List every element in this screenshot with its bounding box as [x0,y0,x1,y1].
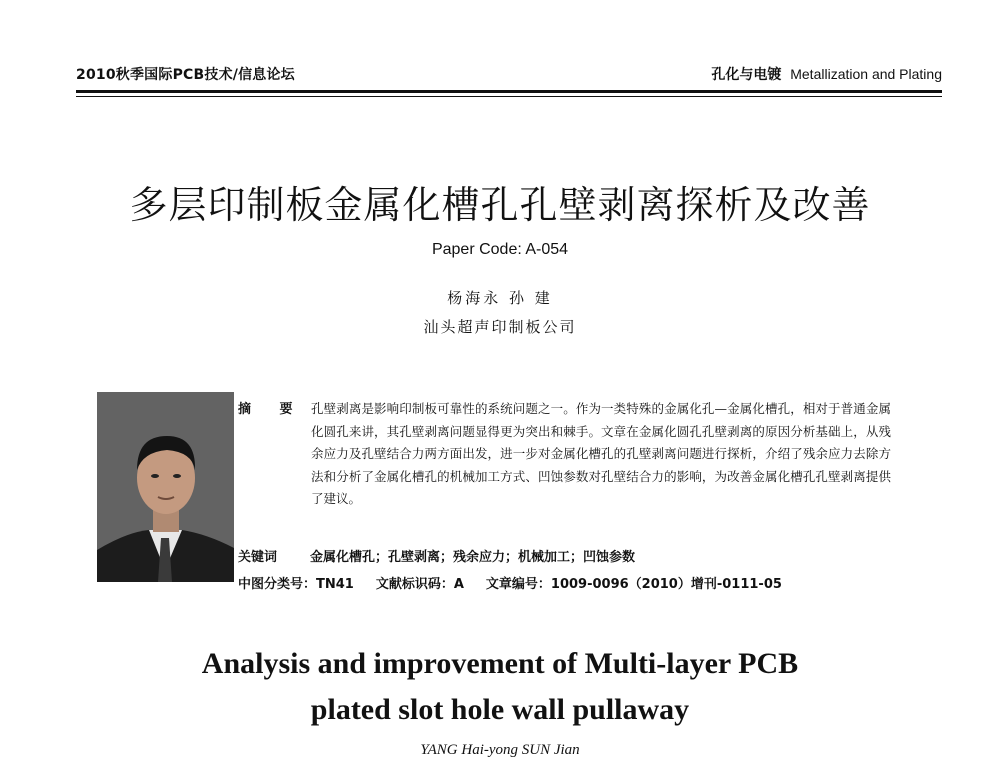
clc-number: 中图分类号：TN41 [238,577,354,592]
author-photo [97,392,234,582]
header-rule-thin [76,96,942,97]
section-header [711,64,942,84]
keywords-text: 金属化槽孔；孔壁剥离；残余应力；机械加工；凹蚀参数 [310,550,636,565]
keywords-label: 关键词 [238,550,278,565]
affiliation-cn: 汕头超声印制板公司 [423,318,577,336]
abstract-label: 摘 要 [238,402,305,417]
classification-line [238,573,804,592]
keywords [238,546,635,565]
authors-en: YANG Hai-yong SUN Jian [420,742,580,758]
authors-cn: 杨海永 孙 建 [447,289,553,307]
paper-title-cn: 多层印制板金属化槽孔孔壁剥离探析及改善 [129,183,871,227]
document-code: 文献标识码：A [375,577,464,592]
paper-code: Paper Code: A-054 [431,241,569,258]
header-rule-thick [76,90,942,93]
journal-header: 2010秋季国际PCB技术/信息论坛 [76,67,295,83]
abstract-text: 孔壁剥离是影响印制板可靠性的系统问题之一。作为一类特殊的金属化孔—金属化槽孔，相对于普通金属化圆孔来讲，其孔壁剥离问题显得更为突出和棘手。文章在金属化圆孔孔壁剥离的原因分析基础上，从残余应力及孔壁结合力两方面出发，进一步对金属化槽孔的孔壁剥离问题进行探析，介绍了残余应力去除方法和分析了金属化槽孔的机械加工方式、凹蚀参数对孔壁结合力的影响，为改善金属化槽孔孔壁剥离提供了建议。 [311,401,891,507]
paper-title-en-line1: Analysis and improvement of Multi-layer PCB [201,647,799,680]
paper-title-en-line2: plated slot hole wall pullaway [310,693,690,726]
section-header-cn: 孔化与电镀 [711,67,782,83]
article-number: 文章编号：1009-0096（2010）增刊-0111-05 [485,577,782,592]
section-header-en: Metallization and Plating [790,66,942,82]
